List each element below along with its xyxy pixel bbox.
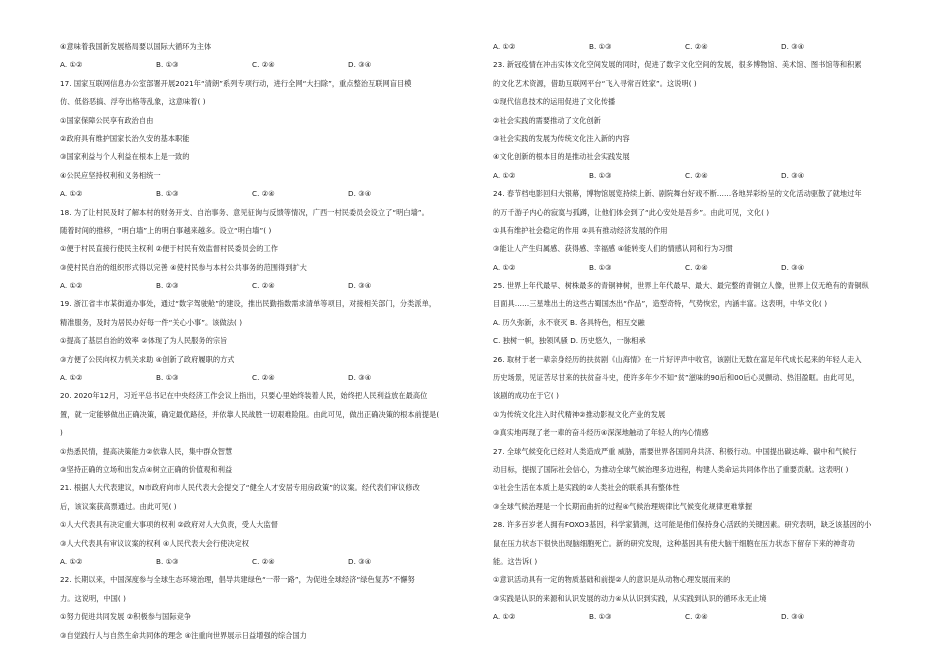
answer-option: D. ③④	[781, 42, 805, 51]
text-line: ①提高了基层自治的效率 ②体现了为人民服务的宗旨	[60, 336, 228, 346]
answer-options	[60, 60, 475, 70]
answer-option: D. ③④	[781, 262, 805, 272]
answer-option: A. ①②	[60, 556, 83, 566]
answer-option: A. ①②	[493, 170, 516, 180]
text-line: 鼠在压力状态下很快出现脑细胞死亡。新的研究发现，这种基因具有使大脑干细胞在压力状态下留存下来的神奇功	[493, 538, 855, 548]
text-line: ②社会实践的需要推动了文化创新	[493, 115, 601, 125]
answer-option: B. ①③	[156, 556, 179, 566]
text-line: 该剧的成功在于它( )	[493, 391, 559, 401]
answer-options	[493, 171, 908, 181]
answer-option: C. ②④	[685, 612, 708, 622]
text-line: ③实践是认识的来源和认识发展的动力④从认识到实践，从实践到认识的循环永无止境	[493, 593, 767, 603]
text-line: )	[60, 428, 63, 438]
answer-options	[493, 612, 908, 622]
answer-option: A. ①②	[60, 60, 83, 70]
text-line: 的文化艺术资源，借助互联网平台“飞入寻常百姓家”。这说明( )	[493, 78, 697, 88]
text-line: 的万千游子内心的寂寞与孤蹲，让他们体会到了“此心安处是吾乡”。由此可见，文化( )	[493, 207, 770, 217]
answer-option: D. ③④	[348, 60, 372, 70]
left-column	[60, 42, 475, 649]
text-line: 28. 许多百岁老人拥有FOXO3基因，科学家猜测，这可能是他们保持身心活跃的关键因素。研究表明，缺乏该基因的小	[493, 520, 872, 530]
text-line: ④公民应坚持权利和义务相统一	[60, 170, 161, 180]
answer-options	[60, 373, 475, 383]
text-line: 20. 2020年12月，习近平总书记在中央经济工作会议上指出，只要心里始终装着人民，始终把人民利益放在最高位	[60, 391, 428, 401]
text-line: ③社会实践的发展为传统文化注入新的内容	[493, 133, 630, 143]
answer-option: B. ①③	[589, 170, 612, 180]
text-line: 17. 国家互联网信息办公室部署开展2021年“清朗”系列专项行动，进行全网“大扫除”，重点整治互联网盲目模	[60, 78, 412, 88]
answer-option: C. ②④	[252, 373, 275, 383]
text-line: C. 独树一帜，独领风骚 D. 历史悠久，一脉相承	[493, 336, 646, 346]
answer-option: A. ①②	[493, 42, 516, 51]
text-line: 后，该议案获高票通过。由此可见( )	[60, 501, 177, 511]
answer-option: C. ②④	[252, 60, 275, 70]
text-line: ③自觉践行人与自然生命共同体的理念 ④注重向世界展示日益增强的综合国力	[60, 630, 307, 640]
answer-option: C. ②④	[252, 189, 275, 199]
text-line: ①努力促进共同发展 ②积极参与国际竞争	[60, 612, 192, 622]
text-line: ①人大代表具有决定重大事项的权利 ②政府对人大负责，受人大监督	[60, 520, 278, 530]
answer-options	[493, 263, 908, 273]
right-column	[493, 42, 908, 631]
text-line: 26. 取材于老一辈亲身经历的扶贫剧《山海情》在一片好评声中收官，该剧让无数在富足年代成长起来的年轻人走入	[493, 354, 862, 364]
text-line: 历史场景，见证苦尽甘来的扶贫奋斗史，使许多年少不知“贫”滋味的90后和00后心灵颤动、热泪盈眶。由此可见，	[493, 373, 860, 383]
text-line: ③真实地再现了老一辈的奋斗经历④深深地触动了年轻人的内心情感	[493, 428, 709, 438]
text-line: 动目标，提振了国际社会信心，为推动全球气候治理多边进程，构建人类命运共同体作出了重要贡献。这表明( )	[493, 464, 849, 474]
text-line: 目面具……三星堆出土的这些古蜀国杰出“作品”，造型奇特，气势恢宏，内涵丰富。这表明，中华文化( )	[493, 299, 828, 309]
answer-option: D. ③④	[348, 189, 372, 199]
answer-option: B. ①③	[156, 373, 179, 383]
text-line: ①便于村民直接行使民主权利 ②便于村民有效监督村民委员会的工作	[60, 244, 278, 254]
text-line: 随着时间的推移，“明白墙”上的明白事越来越多。设立“明白墙”( )	[60, 225, 272, 235]
answer-option: C. ②④	[685, 42, 708, 51]
answer-option: C. ②④	[685, 170, 708, 180]
answer-option: A. ①②	[493, 612, 516, 622]
answer-options	[60, 557, 475, 567]
answer-option: C. ②④	[252, 281, 275, 291]
text-line: ③方便了公民向权力机关求助 ④创新了政府履职的方式	[60, 354, 235, 364]
text-line: ①国家保障公民享有政治自由	[60, 115, 154, 125]
answer-option: D. ③④	[348, 281, 372, 291]
text-line: ①社会生活在本质上是实践的②人类社会的联系具有整体性	[493, 483, 680, 493]
text-line: A. 历久弥新，永不衰灭 B. 各具特色，相互交融	[493, 317, 645, 327]
text-line: ④意味着我国新发展格局要以国际大循环为主体	[60, 42, 212, 51]
text-line: 能。这告诉( )	[493, 556, 538, 566]
answer-options	[60, 281, 475, 291]
text-line: 置，就一定能够做出正确决策，确定最优路径，并依靠人民战胜一切艰难险阻。由此可见，做出正确决策的根本前提是(	[60, 409, 440, 419]
answer-option: D. ③④	[781, 612, 805, 622]
answer-option: C. ②④	[252, 556, 275, 566]
text-line: 21. 根据人大代表建议，N市政府向市人民代表大会提交了“健全人才安居专用房政策”的议案。经代表们审议修改	[60, 483, 420, 493]
text-line: 19. 浙江省丰市某街道办事处，通过“数字驾驶舱”的建设，推出民勤指数需求清单等项目，对接相关部门，分类派单，	[60, 299, 437, 309]
answer-option: B. ①③	[156, 60, 179, 70]
text-line: ③使村民自治的组织形式得以完善 ④使村民参与本村公共事务的范围得到扩大	[60, 262, 307, 272]
answer-option: A. ①②	[60, 373, 83, 383]
answer-options	[60, 189, 475, 199]
text-line: ③国家利益与个人利益在根本上是一致的	[60, 152, 190, 162]
text-line: ②政府具有维护国家长治久安的基本职能	[60, 133, 190, 143]
text-line: 精准服务，及时为居民办好每一件“关心小事”。该做法( )	[60, 317, 243, 327]
text-line: 23. 新冠疫情在冲击实体文化空间发展的同时，促进了数字文化空间的发展，很多博物馆、美术馆、图书馆等和积累	[493, 60, 862, 70]
text-line: 25. 世界上年代最早、树株最多的青铜神树，世界上年代最早、最大、最完整的青铜立人像，世界上仅无绝有的青铜纵	[493, 281, 869, 291]
answer-option: D. ③④	[781, 170, 805, 180]
answer-option: B. ②③	[156, 281, 179, 291]
text-line: 24. 春节档电影回归大银幕，博物馆展览持续上新、剧院舞台好戏不断……各地异彩纷呈的文化活动驱散了就地过年	[493, 189, 862, 199]
text-line: ③能让人产生归属感、获得感、幸福感 ④能转变人们的情感认同和行为习惯	[493, 244, 733, 254]
answer-option: B. ①③	[156, 189, 179, 199]
answer-option: D. ③④	[348, 556, 372, 566]
text-line: 仿、低俗恶搞、浮夸出格等乱象，这意味着( )	[60, 97, 206, 107]
answer-option: A. ①②	[60, 189, 83, 199]
answer-options	[493, 42, 908, 52]
answer-option: A. ①②	[60, 281, 83, 291]
text-line: ①热悉民情，提高决策能力②依靠人民，集中群众智慧	[60, 446, 233, 456]
answer-option: B. ①③	[589, 262, 612, 272]
text-line: ③坚持正确的立场和出发点④树立正确的价值观和利益	[60, 464, 233, 474]
answer-option: A. ①②	[493, 262, 516, 272]
text-line: 22. 长期以来，中国深度参与全球生态环境治理，倡导共建绿色“一带一路”，为促进全球经济“绿色复苏”不懈努	[60, 575, 415, 585]
answer-option: B. ①③	[589, 612, 612, 622]
text-line: ③人大代表具有审议议案的权利 ④人民代表大会行使决定权	[60, 538, 250, 548]
text-line: ③全球气候治理是一个长期而曲折的过程④气候治理规律比气候变化规律更难掌握	[493, 501, 753, 511]
text-line: ④文化创新的根本目的是推动社会实践发展	[493, 152, 630, 162]
text-line: ①意识活动具有一定的物质基础和前提②人的意识是从动物心理发展而来的	[493, 575, 731, 585]
answer-option: C. ②④	[685, 262, 708, 272]
text-line: 18. 为了让村民及时了解本村的财务开支、自治事务、意见征询与反馈等情况，广西一村民委员会设立了“明白墙”。	[60, 207, 429, 217]
answer-option: B. ①③	[589, 42, 612, 51]
text-line: 27. 全球气候变化已经对人类造成严重 威胁，需要世界各国同舟共济、积极行动。中国提出碳达峰、碳中和气候行	[493, 446, 857, 456]
answer-option: D. ③④	[348, 373, 372, 383]
text-line: ①现代信息技术的运用促进了文化传播	[493, 97, 616, 107]
text-line: 力。这说明，中国( )	[60, 593, 126, 603]
text-line: ①具有维护社会稳定的作用 ②具有推动经济发展的作用	[493, 225, 668, 235]
text-line: ①为传统文化注入时代精神②推动影视文化产业的发展	[493, 409, 666, 419]
